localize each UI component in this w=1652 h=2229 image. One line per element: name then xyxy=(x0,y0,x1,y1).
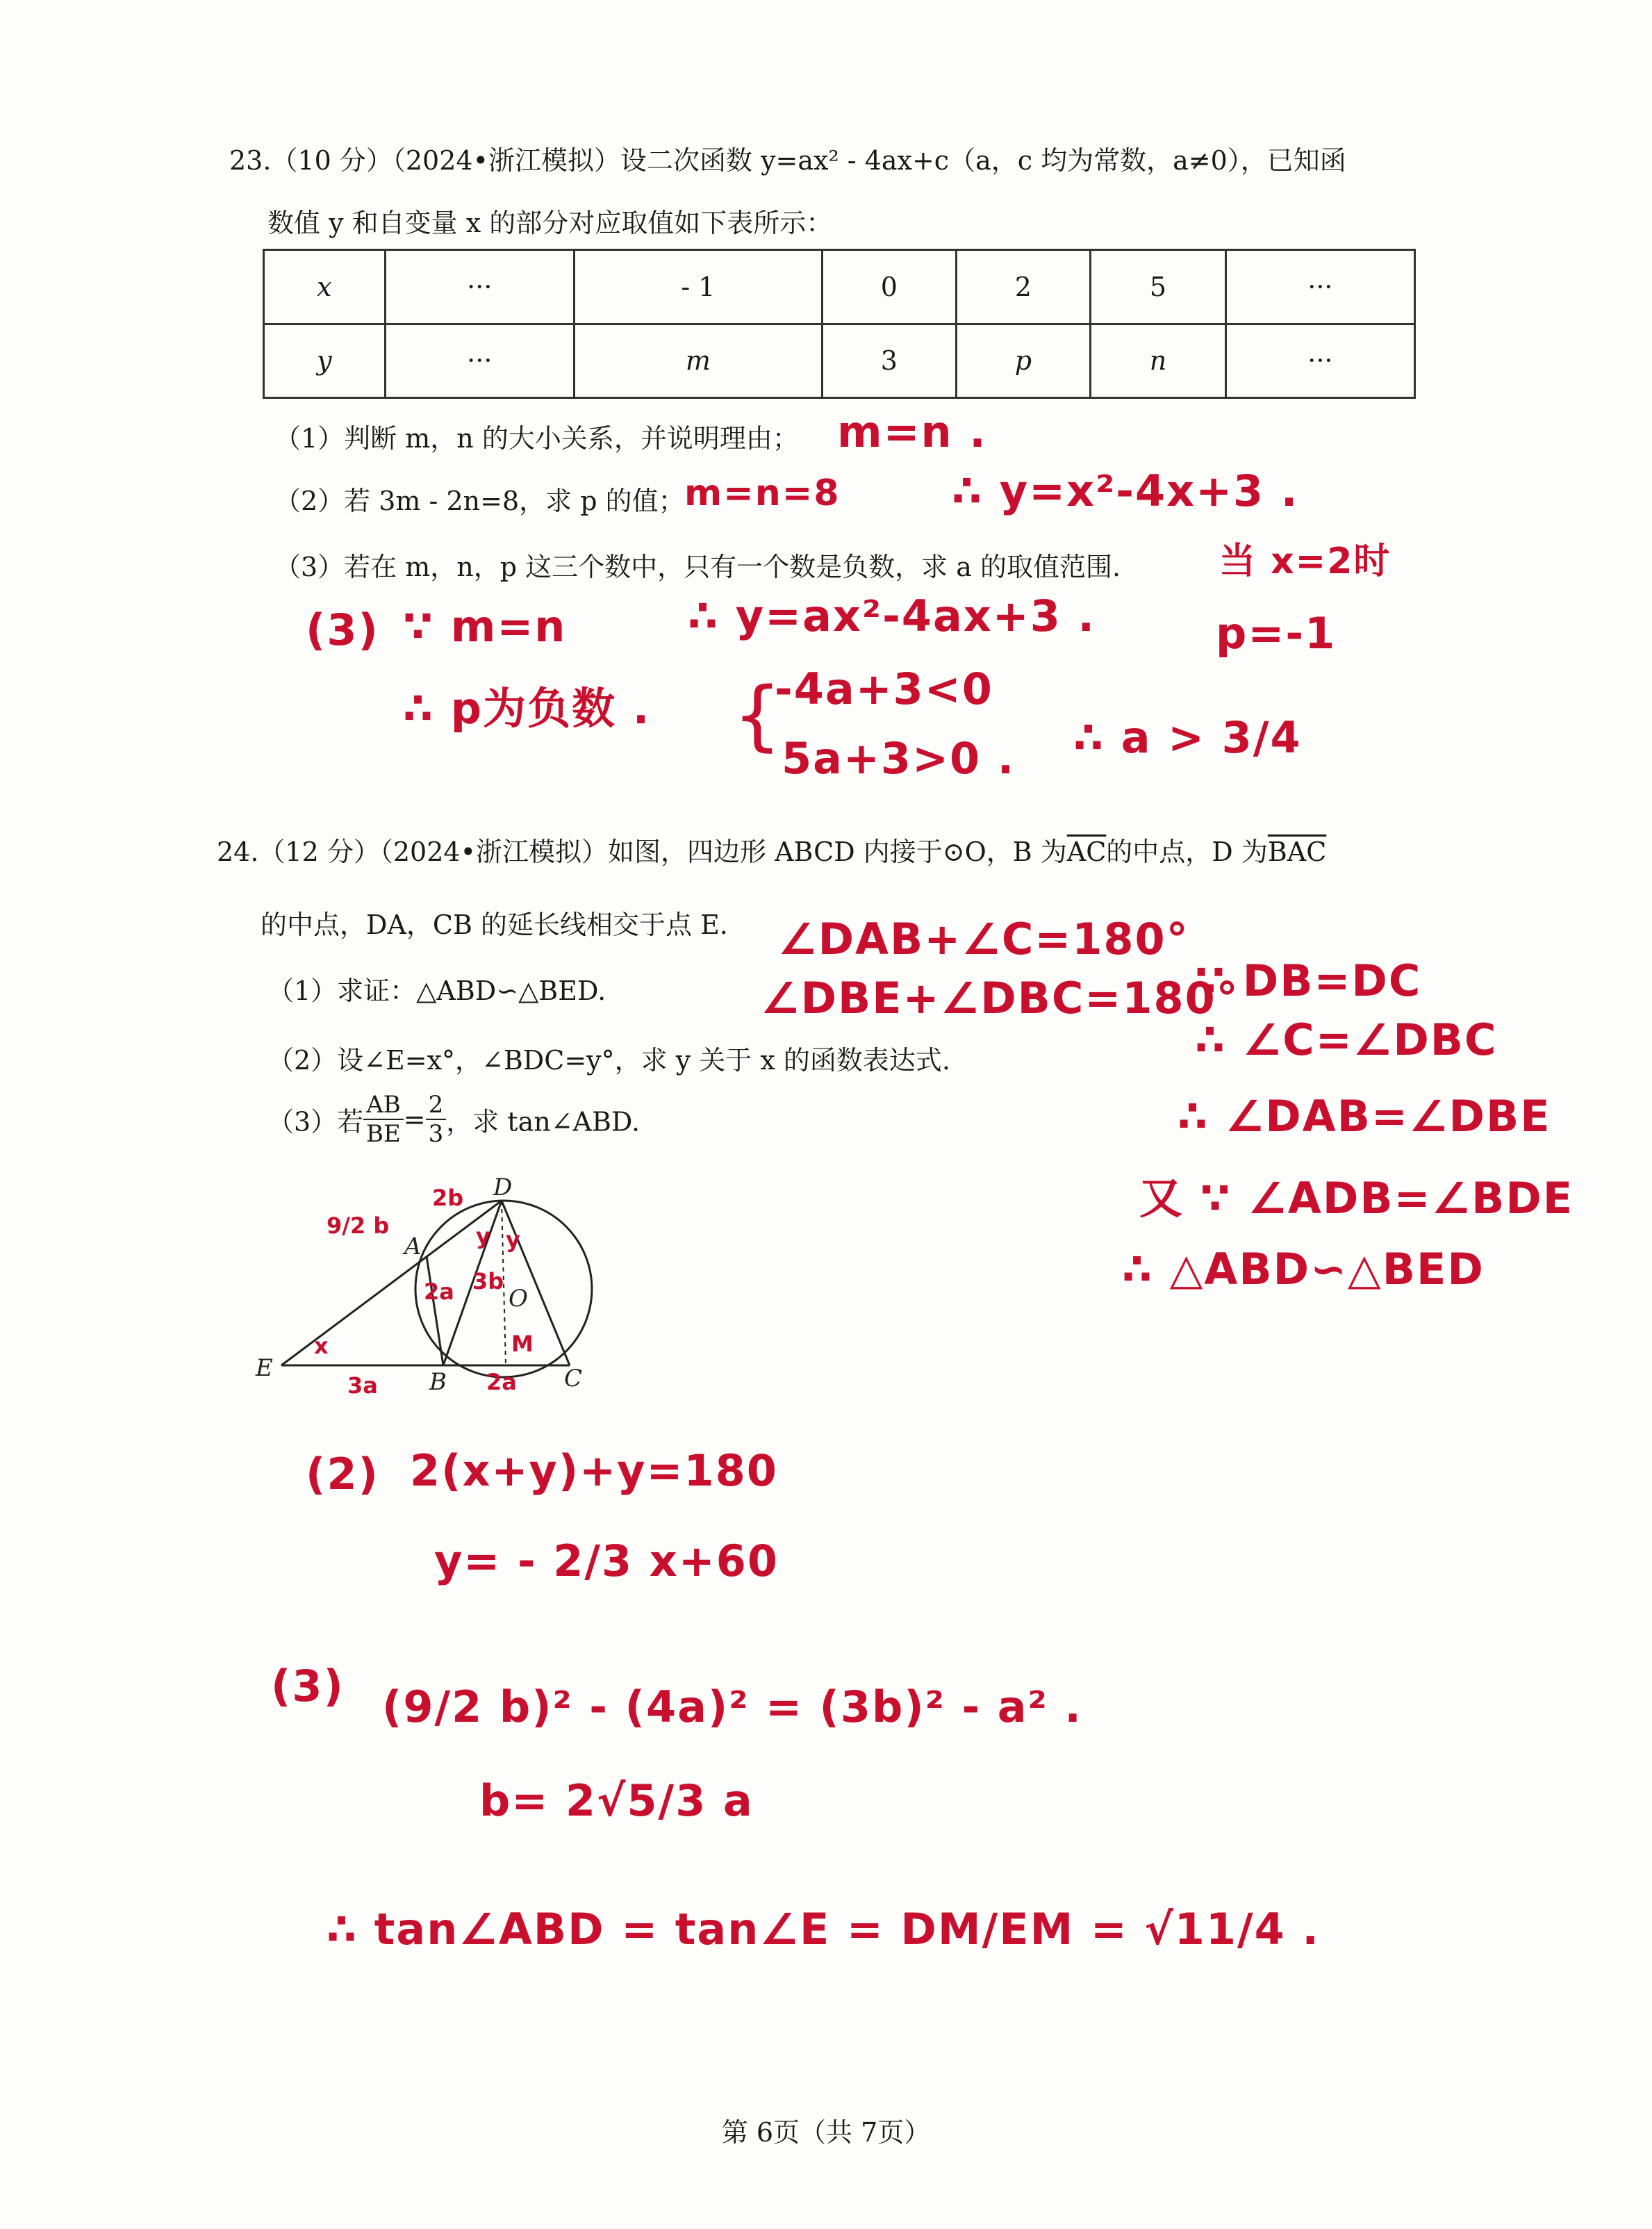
q24-part3-eq: = xyxy=(403,1104,426,1135)
point-label-b: B xyxy=(429,1368,447,1396)
table-cell: 5 xyxy=(1091,250,1226,324)
q24-header-mid: 的中点，D 为 xyxy=(1106,837,1268,867)
table-cell: p xyxy=(956,324,1091,398)
note: M xyxy=(511,1331,534,1357)
note: 3a xyxy=(347,1372,378,1399)
frac-2-3 xyxy=(426,1091,447,1148)
hw-23-1: m=n . xyxy=(837,406,987,457)
table-cell: ··· xyxy=(1225,324,1414,398)
point-label-c: C xyxy=(564,1365,583,1392)
table-row-x xyxy=(264,250,1415,324)
figure-annotations xyxy=(314,1185,534,1399)
geometry-figure xyxy=(250,1167,625,1417)
hw-23-3note: 当 x=2时 xyxy=(1219,541,1391,582)
hw-23-2b: ∴ y=x²-4x+3 . xyxy=(952,466,1299,516)
table-cell: y xyxy=(264,324,386,398)
q24-part1: （1）求证：△ABD∽△BED. xyxy=(267,976,606,1006)
q24-line2: 的中点，DA，CB 的延长线相交于点 E. xyxy=(261,910,728,940)
hw-23-3b: ∴ y=ax²-4ax+3 . xyxy=(688,591,1096,641)
table-cell: 2 xyxy=(956,250,1091,324)
hw-24-1a: ∠DAB+∠C=180° xyxy=(778,914,1189,964)
note: y xyxy=(476,1223,490,1249)
point-label-a: A xyxy=(404,1233,422,1260)
hw-24-2head: (2) xyxy=(306,1449,379,1499)
hw-24-3head: (3) xyxy=(271,1661,345,1711)
page-footer: 第 6页（共 7页） xyxy=(721,2117,931,2148)
q24-part3-post: ，求 tan∠ABD. xyxy=(446,1106,641,1137)
table-row-y xyxy=(264,324,1415,398)
hw-24-1d: ∴ ∠C=∠DBC xyxy=(1195,1014,1498,1065)
hw-23-3f: ∴ a > 3/4 xyxy=(1073,712,1302,763)
note: x xyxy=(314,1333,329,1359)
hw-24-1c: ∵ DB=DC xyxy=(1195,955,1422,1006)
hw-23-3c: p=-1 xyxy=(1216,608,1337,659)
hw-23-3a: ∵ m=n xyxy=(403,601,567,652)
q23-line2: 数值 y 和自变量 x 的部分对应取值如下表所示： xyxy=(267,208,833,238)
hw-23-3head: (3) xyxy=(306,604,379,655)
value-table xyxy=(263,249,1416,399)
arc-bac: $\overline{BAC}$ xyxy=(1267,837,1327,867)
hw-24-1f: 又 ∵ ∠ADB=∠BDE xyxy=(1139,1173,1574,1224)
note: 2a xyxy=(424,1278,454,1305)
line-ab xyxy=(427,1256,443,1365)
hw-24-1b: ∠DBE+∠DBC=180° xyxy=(761,973,1239,1023)
table-cell: 0 xyxy=(822,250,956,324)
frac-den: 3 xyxy=(428,1120,444,1148)
frac-num: 2 xyxy=(426,1091,447,1120)
point-label-d: D xyxy=(493,1174,513,1201)
q24-part2: （2）设∠E=x°，∠BDC=y°，求 y 关于 x 的函数表达式. xyxy=(267,1045,950,1076)
table-cell: n xyxy=(1091,324,1226,398)
hw-24-3a: (9/2 b)² - (4a)² = (3b)² - a² . xyxy=(382,1681,1082,1732)
point-label-o: O xyxy=(509,1285,528,1313)
note: 3b xyxy=(472,1268,504,1294)
point-label-e: E xyxy=(256,1354,273,1382)
hw-23-2: m=n=8 xyxy=(684,472,841,514)
frac-ab-be xyxy=(363,1091,404,1148)
table-cell: 3 xyxy=(822,324,956,398)
table-cell: ··· xyxy=(385,324,574,398)
frac-den: BE xyxy=(366,1120,401,1148)
hw-24-1g: ∴ △ABD∽△BED xyxy=(1122,1244,1485,1294)
q24-header-text: 24.（12 分）（2024•浙江模拟）如图，四边形 ABCD 内接于⊙O，B 为 xyxy=(217,837,1067,867)
q23-part3: （3）若在 m，n，p 这三个数中，只有一个数是负数，求 a 的取值范围. xyxy=(274,552,1121,582)
q23-header: 23.（10 分）（2024•浙江模拟）设二次函数 y=ax² - 4ax+c（a，c 均为常数，a≠0），已知函 xyxy=(229,145,1346,176)
q24-part3 xyxy=(267,1091,640,1148)
hw-24-1e: ∴ ∠DAB=∠DBE xyxy=(1178,1091,1551,1142)
hw-24-2a: 2(x+y)+y=180 xyxy=(410,1445,778,1496)
table-cell: ··· xyxy=(385,250,574,324)
table-cell: x xyxy=(264,250,386,324)
q24-part3-pre: （3）若 xyxy=(267,1106,364,1137)
hw-23-3e2: 5a+3>0 . xyxy=(782,733,1016,784)
hw-23-3e1: -4a+3<0 xyxy=(775,664,993,714)
note: 9/2 b xyxy=(327,1212,390,1239)
q24-header xyxy=(217,830,1326,869)
q23-part2: （2）若 3m - 2n=8，求 p 的值； xyxy=(274,486,685,516)
hw-24-3b: b= 2√5/3 a xyxy=(479,1775,754,1826)
frac-num: AB xyxy=(363,1091,404,1120)
note: 2b xyxy=(432,1185,464,1211)
hw-system-brace: { xyxy=(733,671,783,759)
table-cell: m xyxy=(574,324,822,398)
q23-part1: （1）判断 m，n 的大小关系，并说明理由； xyxy=(274,423,799,454)
figure-points xyxy=(255,1174,582,1396)
hw-24-2b: y= - 2/3 x+60 xyxy=(434,1536,779,1586)
arc-ac: $\overline{AC}$ xyxy=(1066,837,1107,867)
table-cell: ··· xyxy=(1225,250,1414,324)
hw-24-3c: ∴ tan∠ABD = tan∠E = DM/EM = √11/4 . xyxy=(327,1904,1320,1955)
note: y xyxy=(506,1226,520,1253)
note: 2a xyxy=(486,1369,517,1395)
table-cell: - 1 xyxy=(574,250,822,324)
hw-23-3d: ∴ p为负数 . xyxy=(403,683,651,734)
